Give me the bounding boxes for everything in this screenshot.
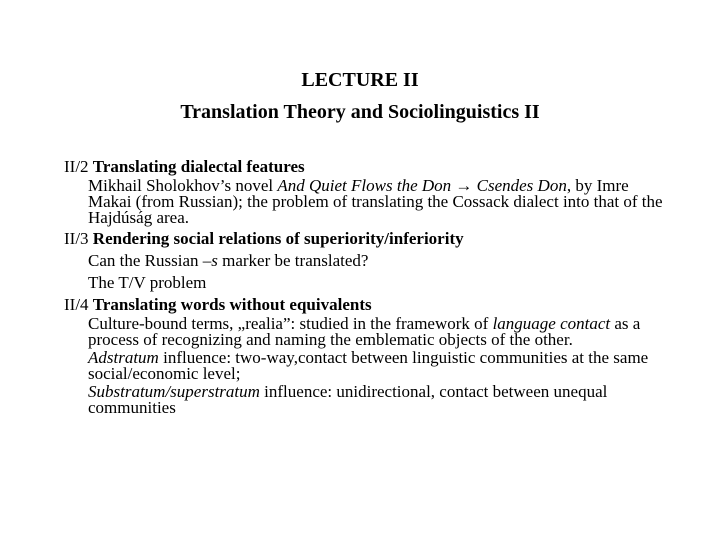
- bullet-sholokhov: [64, 178, 664, 226]
- bullet-text: Can the Russian: [88, 251, 203, 270]
- bullet-italic-text: Substratum/superstratum: [88, 382, 260, 401]
- section-number: II/3: [64, 229, 89, 248]
- bullet-text: The T/V problem: [88, 273, 207, 292]
- bullet-italic-text: Adstratum: [88, 348, 159, 367]
- bullet-text: Culture-bound terms, „realia”: studied in the framework of: [88, 314, 493, 333]
- bullet-text: , by Imre Makai (from Russian); the problem of translating the Cossack dialect into that of the Hajdúság area.: [88, 176, 663, 227]
- slide-content: [64, 156, 664, 418]
- bullet-russian-marker: [64, 250, 664, 271]
- bullet-text: influence: two-way,contact between linguistic communities at the same social/economic level;: [88, 348, 649, 383]
- section-number: II/2: [64, 157, 89, 176]
- title-line-1: LECTURE II: [301, 69, 419, 91]
- bullet-text: influence: unidirectional, contact between unequal communities: [88, 382, 608, 417]
- bullet-tv-problem: [64, 272, 664, 293]
- bullet-adstratum: [64, 350, 664, 382]
- bullet-realia: [64, 316, 664, 348]
- section-title: Translating dialectal features: [92, 157, 305, 176]
- title-line-2: Translation Theory and Sociolinguistics II: [180, 101, 540, 123]
- bullet-italic-text: –s: [202, 251, 218, 270]
- bullet-substratum: [64, 384, 664, 416]
- bullet-italic-text: And Quiet Flows the Don → Csendes Don: [277, 176, 567, 195]
- section-heading-ii-2: [64, 156, 664, 177]
- section-title: Translating words without equivalents: [92, 295, 372, 314]
- section-heading-ii-4: [64, 294, 664, 315]
- section-number: II/4: [64, 295, 89, 314]
- section-heading-ii-3: [64, 228, 664, 249]
- bullet-text: marker be translated?: [217, 251, 369, 270]
- slide-title: [0, 64, 720, 128]
- bullet-text: as a process of recognizing and naming the emblematic objects of the other.: [88, 314, 641, 349]
- bullet-text: Mikhail Sholokhov’s novel: [88, 176, 278, 195]
- bullet-italic-text: language contact: [492, 314, 611, 333]
- section-title: Rendering social relations of superiority/inferiority: [92, 229, 464, 248]
